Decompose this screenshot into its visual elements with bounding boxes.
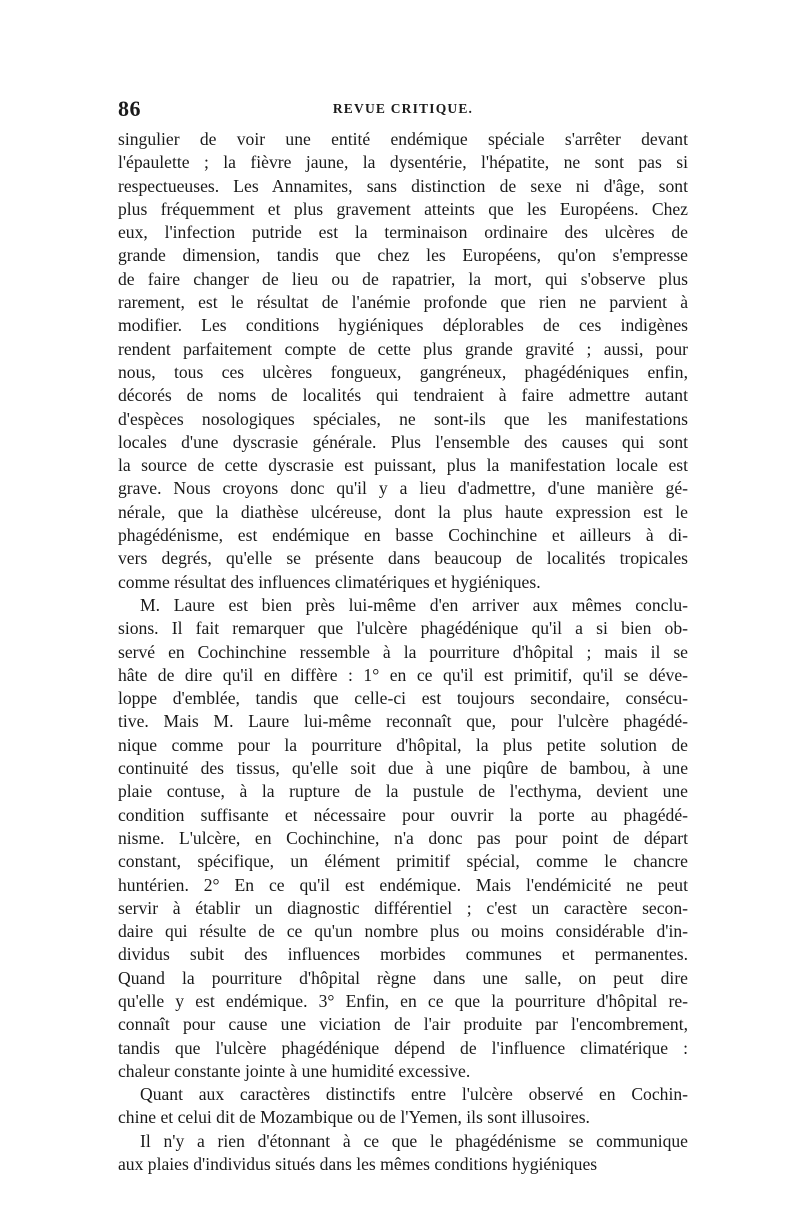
text-line: plus fréquemment et plus gravement atteints que les Européens. Chez (118, 198, 688, 219)
text-line: dividus subit des influences morbides communes et permanentes. (118, 944, 688, 965)
text-line: servé en Cochinchine ressemble à la pourriture d'hôpital ; mais il se (118, 641, 688, 662)
text-line: l'épaulette ; la fièvre jaune, la dysentérie, l'hépatite, ne sont pas si (118, 152, 688, 173)
text-line: modifier. Les conditions hygiéniques déplorables de ces indigènes (118, 315, 688, 336)
text-line: M. Laure est bien près lui-même d'en arriver aux mêmes conclu- (140, 594, 688, 615)
page-number: 86 (118, 96, 141, 121)
text-line: chine et celui dit de Mozambique ou de l'Yemen, ils sont illusoires. (118, 1107, 590, 1128)
text-line: loppe d'emblée, tandis que celle-ci est toujours secondaire, consécu- (118, 688, 688, 709)
text-line: connaît pour cause une viciation de l'air produite par l'encombrement, (118, 1014, 688, 1035)
text-line: nérale, que la diathèse ulcéreuse, dont la plus haute expression est le (118, 501, 688, 522)
paragraph (118, 594, 688, 1083)
paragraph (118, 1083, 688, 1130)
text-line: nisme. L'ulcère, en Cochinchine, n'a donc pas pour point de départ (118, 827, 688, 848)
text-line: constant, spécifique, un élément primitif spécial, comme le chancre (118, 851, 688, 872)
text-line: vers degrés, qu'elle se présente dans beaucoup de localités tropicales (118, 548, 688, 569)
text-line: nique comme pour la pourriture d'hôpital, la plus petite solution de (118, 734, 688, 755)
text-line: chaleur constante jointe à une humidité excessive. (118, 1060, 471, 1081)
text-line: rendent parfaitement compte de cette plus grande gravité ; aussi, pour (118, 338, 688, 359)
text-line: eux, l'infection putride est la terminaison ordinaire des ulcères de (118, 222, 688, 243)
text-line: Quant aux caractères distinctifs entre l'ulcère observé en Cochin- (140, 1084, 688, 1105)
text-line: comme résultat des influences climatériques et hygiéniques. (118, 571, 541, 592)
text-line: Il n'y a rien d'étonnant à ce que le phagédénisme se communique (140, 1130, 688, 1151)
text-line: grave. Nous croyons donc qu'il y a lieu d'admettre, d'une manière gé- (118, 478, 688, 499)
text-line: tive. Mais M. Laure lui-même reconnaît que, pour l'ulcère phagédé- (118, 711, 688, 732)
text-line: de faire changer de lieu ou de rapatrier, la mort, qui s'observe plus (118, 268, 688, 289)
paragraph (118, 1130, 688, 1177)
text-line: daire qui résulte de ce qu'un nombre plus ou moins considérable d'in- (118, 921, 688, 942)
text-line: hâte de dire qu'il en diffère : 1° en ce qu'il est primitif, qu'il se déve- (118, 664, 688, 685)
body-text (118, 128, 688, 1176)
paragraph (118, 128, 688, 594)
text-line: la source de cette dyscrasie est puissant, plus la manifestation locale est (118, 455, 688, 476)
text-line: huntérien. 2° En ce qu'il est endémique. Mais l'endémicité ne peut (118, 874, 688, 895)
text-line: grande dimension, tandis que chez les Européens, qu'on s'empresse (118, 245, 688, 266)
text-line: singulier de voir une entité endémique spéciale s'arrêter devant (118, 129, 688, 149)
text-line: continuité des tissus, qu'elle soit due à une piqûre de bambou, à une (118, 758, 688, 779)
text-line: servir à établir un diagnostic différentiel ; c'est un caractère secon- (118, 897, 688, 918)
text-line: plaie contuse, à la rupture de la pustule de l'ecthyma, devient une (118, 781, 688, 802)
page-header (118, 96, 688, 124)
text-line: rarement, est le résultat de l'anémie profonde que rien ne parvient à (118, 292, 688, 313)
text-line: décorés de noms de localités qui tendraient à faire admettre autant (118, 385, 688, 406)
text-line: phagédénisme, est endémique en basse Cochinchine et ailleurs à di- (118, 525, 688, 546)
text-line: aux plaies d'individus situés dans les mêmes conditions hygiéniques (118, 1154, 598, 1175)
text-line: Quand la pourriture d'hôpital règne dans une salle, on peut dire (118, 967, 688, 988)
running-head: REVUE CRITIQUE. (332, 101, 474, 116)
text-line: qu'elle y est endémique. 3° Enfin, en ce que la pourriture d'hôpital re- (118, 990, 688, 1011)
text-line: tandis que l'ulcère phagédénique dépend de l'influence climatérique : (118, 1037, 688, 1058)
text-line: d'espèces nosologiques spéciales, ne sont-ils que les manifestations (118, 408, 688, 429)
text-line: sions. Il fait remarquer que l'ulcère phagédénique qu'il a si bien ob- (118, 618, 688, 639)
text-line: respectueuses. Les Annamites, sans distinction de sexe ni d'âge, sont (118, 175, 688, 196)
text-line: locales d'une dyscrasie générale. Plus l'ensemble des causes qui sont (118, 431, 688, 452)
text-line: condition suffisante et nécessaire pour ouvrir la porte au phagédé- (118, 804, 688, 825)
text-line: nous, tous ces ulcères fongueux, gangréneux, phagédéniques enfin, (118, 361, 688, 382)
